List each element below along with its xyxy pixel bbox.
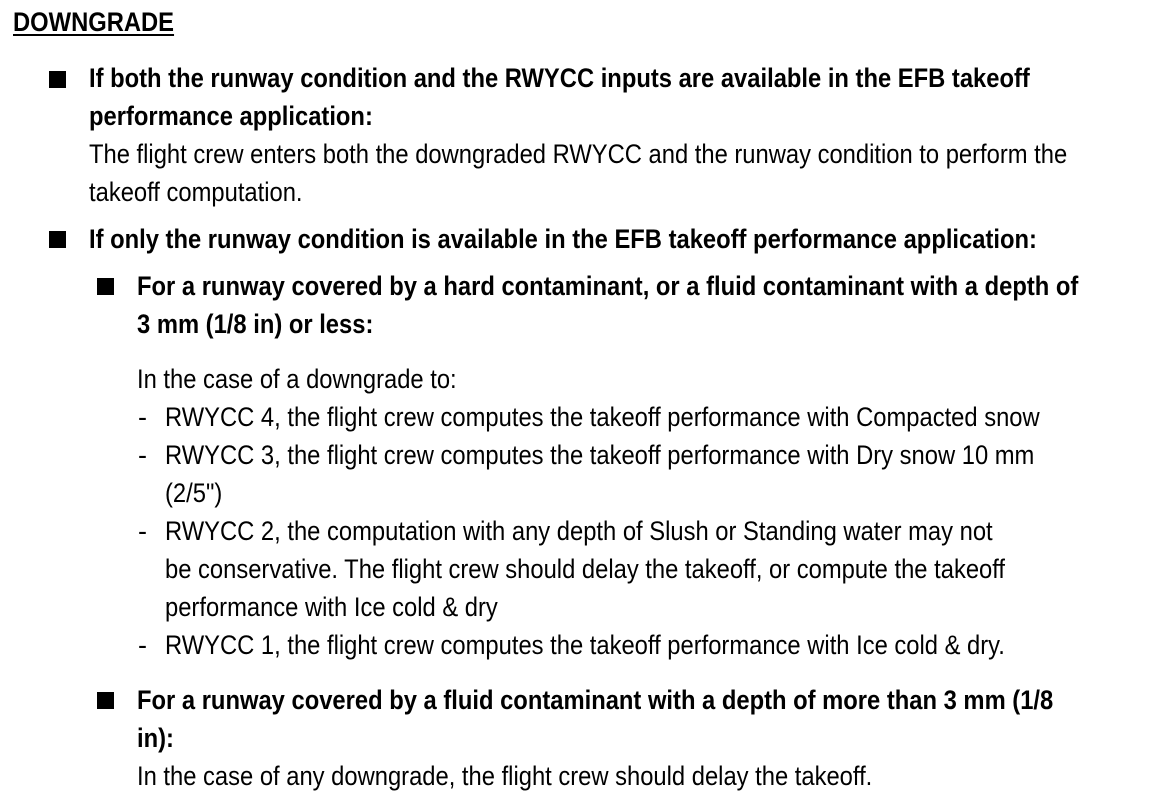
downgrade-item-rwycc3-line-2: (2/5"): [165, 478, 223, 508]
downgrade-item-rwycc2-line-3: performance with Ice cold & dry: [165, 592, 498, 622]
dash-bullet: -: [138, 440, 147, 470]
sub-hard-heading-line-1: For a runway covered by a hard contaminant, or a fluid contaminant with a depth of: [137, 271, 1079, 301]
case-both-heading-line-2: performance application:: [89, 101, 373, 131]
downgrade-item-rwycc2-line-1: RWYCC 2, the computation with any depth of Slush or Standing water may not: [165, 516, 993, 546]
dash-bullet: -: [138, 516, 147, 546]
sub-hard-heading-line-2: 3 mm (1/8 in) or less:: [137, 309, 374, 339]
square-bullet-icon: [49, 231, 66, 248]
sub-fluid-body: In the case of any downgrade, the flight crew should delay the takeoff.: [137, 761, 873, 791]
case-both-body-line-2: takeoff computation.: [89, 177, 303, 207]
square-bullet-icon: [97, 278, 114, 295]
square-bullet-icon: [97, 692, 114, 709]
sub-fluid-heading-line-1: For a runway covered by a fluid contaminant with a depth of more than 3 mm (1/8: [137, 685, 1054, 715]
downgrade-item-rwycc4: RWYCC 4, the flight crew computes the takeoff performance with Compacted snow: [165, 402, 1040, 432]
square-bullet-icon: [49, 71, 66, 88]
downgrade-item-rwycc3-line-1: RWYCC 3, the flight crew computes the takeoff performance with Dry snow 10 mm: [165, 440, 1035, 470]
section-title: DOWNGRADE: [13, 7, 175, 37]
downgrade-item-rwycc2-line-2: be conservative. The flight crew should delay the takeoff, or compute the takeoff: [165, 554, 1006, 584]
downgrade-item-rwycc1: RWYCC 1, the flight crew computes the takeoff performance with Ice cold & dry.: [165, 630, 1005, 660]
sub-fluid-heading-line-2: in):: [137, 723, 174, 753]
case-runway-only-heading: If only the runway condition is available in the EFB takeoff performance application:: [89, 224, 1037, 254]
case-both-heading-line-1: If both the runway condition and the RWYCC inputs are available in the EFB takeoff: [89, 63, 1030, 93]
dash-bullet: -: [138, 630, 147, 660]
dash-bullet: -: [138, 402, 147, 432]
sub-hard-intro: In the case of a downgrade to:: [137, 364, 457, 394]
case-both-body-line-1: The flight crew enters both the downgraded RWYCC and the runway condition to perform the: [89, 139, 1068, 169]
